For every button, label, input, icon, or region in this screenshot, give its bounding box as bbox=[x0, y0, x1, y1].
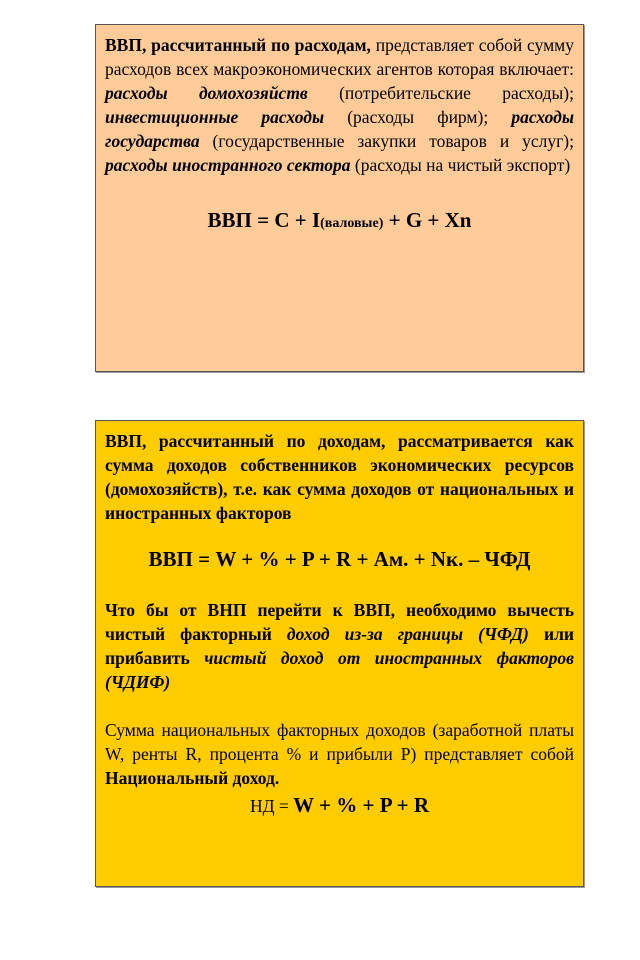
expenditure-paragraph bbox=[105, 33, 574, 177]
national-income-formula bbox=[105, 792, 574, 819]
text-span: (потребительские расходы); bbox=[307, 83, 574, 103]
gnp-to-gdp-paragraph bbox=[105, 598, 574, 694]
formula-part: + G + Xn bbox=[383, 208, 472, 232]
formula-part: ВВП = C + I bbox=[207, 208, 321, 232]
text-span: (расходы фирм); bbox=[324, 107, 512, 127]
formula-label: НД = bbox=[249, 796, 294, 816]
net-factor-income-term: доход из-за границы (ЧФД) bbox=[286, 624, 529, 644]
net-foreign-income-term: чистый доход от иностранных факторов (ЧДИФ) bbox=[105, 648, 574, 692]
household-expenses-term: расходы домохозяйств bbox=[105, 83, 308, 103]
national-income-term: Национальный доход. bbox=[105, 768, 280, 788]
national-income-paragraph bbox=[105, 718, 574, 790]
text-span: (расходы на чистый экспорт) bbox=[350, 155, 571, 175]
text-span: (государственные закупки товаров и услуг); bbox=[199, 131, 574, 151]
text-span: или прибавить bbox=[105, 624, 574, 668]
gdp-income-formula: ВВП = W + % + P + R + Ам. + Nк. – ЧФД bbox=[148, 547, 531, 571]
text-span: представляет собой сумму расходов всех макроэкономических агентов которая включает: bbox=[105, 35, 575, 79]
income-paragraph: ВВП, рассчитанный по доходам, рассматривается как сумма доходов собственников экономических ресурсов (домохозяйств), т.е. как сумма доходов от национальных и иностранных факторов bbox=[105, 431, 574, 523]
gdp-expenditure-formula bbox=[105, 207, 574, 237]
formula-part: W + % + P + R bbox=[293, 793, 430, 817]
text-span: Что бы от ВНП перейти к ВВП, необходимо вычесть чистый факторный bbox=[105, 600, 574, 644]
income-approach-box bbox=[95, 420, 584, 887]
investment-expenses-term: инвестиционные расходы bbox=[105, 107, 325, 127]
text-span: Сумма национальных факторных доходов (заработной платы W, ренты R, процента % и прибыли P) представляет собой bbox=[105, 720, 574, 764]
government-expenses-term: расходы государства bbox=[105, 107, 575, 151]
foreign-sector-term: расходы иностранного сектора bbox=[105, 155, 351, 175]
expenditure-lead: ВВП, рассчитанный по расходам, bbox=[105, 35, 371, 55]
formula-subscript: (валовые) bbox=[320, 216, 384, 231]
expenditure-approach-box bbox=[95, 24, 584, 372]
